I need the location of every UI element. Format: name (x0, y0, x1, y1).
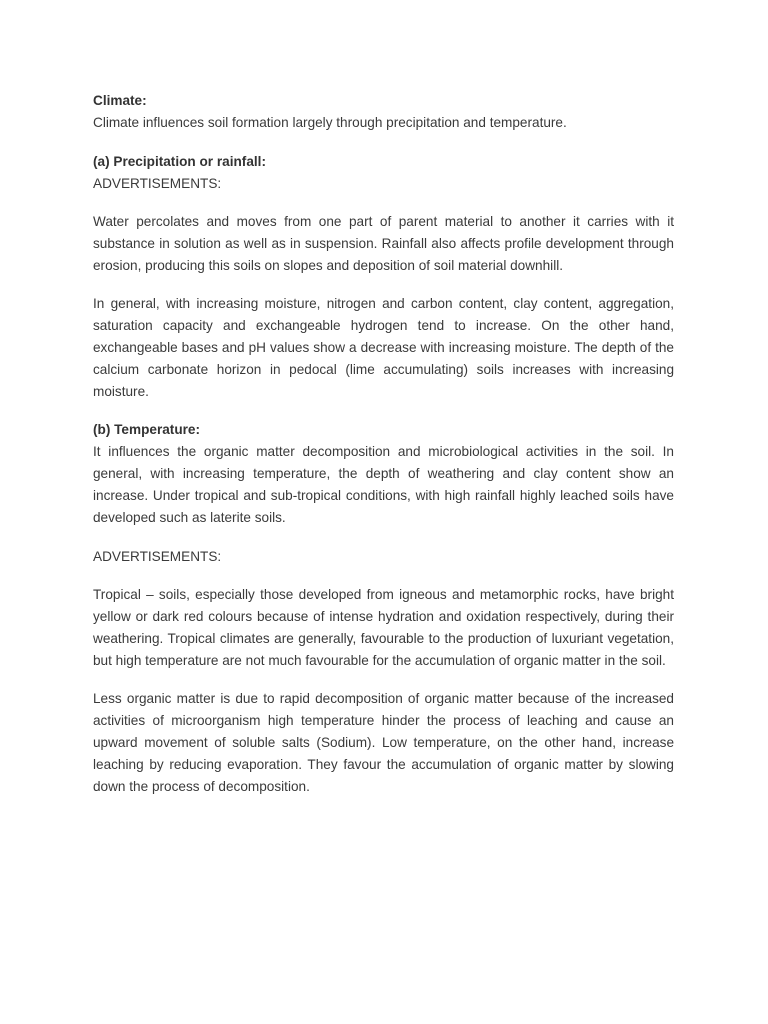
climate-intro: Climate influences soil formation largely through precipitation and temperature. (93, 115, 567, 130)
precipitation-heading: (a) Precipitation or rainfall: (93, 154, 266, 169)
advertisements-label-2: ADVERTISEMENTS: (93, 549, 222, 564)
temperature-paragraph: It influences the organic matter decomposition and microbiological activities in the soil. In general, with increasing temperature, the depth of weathering and clay content show an increase. Under tropical and sub-tropical conditions, with high rainfall highly leached soils have developed such as laterite soils. (93, 444, 674, 525)
tropical-paragraph: Tropical – soils, especially those developed from igneous and metamorphic rocks, have bright yellow or dark red colours because of intense hydration and oxidation respectively, during their weathering. Tropical climates are generally, favourable to the production of luxuriant vegetation, but high temperature are not much favourable for the accumulation of organic matter in the soil. (93, 587, 674, 668)
advertisements-label-1: ADVERTISEMENTS: (93, 176, 222, 191)
organic-matter-paragraph: Less organic matter is due to rapid decomposition of organic matter because of the increased activities of microorganism high temperature hinder the process of leaching and cause an upward movement of soluble salts (Sodium). Low temperature, on the other hand, increase leaching by reducing evaporation. They favour the accumulation of organic matter by slowing down the process of decomposition. (93, 691, 674, 794)
climate-heading: Climate: (93, 93, 147, 108)
temperature-heading: (b) Temperature: (93, 422, 200, 437)
document-body (93, 90, 674, 798)
precipitation-paragraph-1: Water percolates and moves from one part of parent material to another it carries with it substance in solution as well as in suspension. Rainfall also affects profile development through erosion, producing this soils on slopes and deposition of soil material downhill. (93, 214, 674, 273)
precipitation-paragraph-2: In general, with increasing moisture, nitrogen and carbon content, clay content, aggregation, saturation capacity and exchangeable hydrogen tend to increase. On the other hand, exchangeable bases and pH values show a decrease with increasing moisture. The depth of the calcium carbonate horizon in pedocal (lime accumulating) soils increases with increasing moisture. (93, 296, 674, 399)
